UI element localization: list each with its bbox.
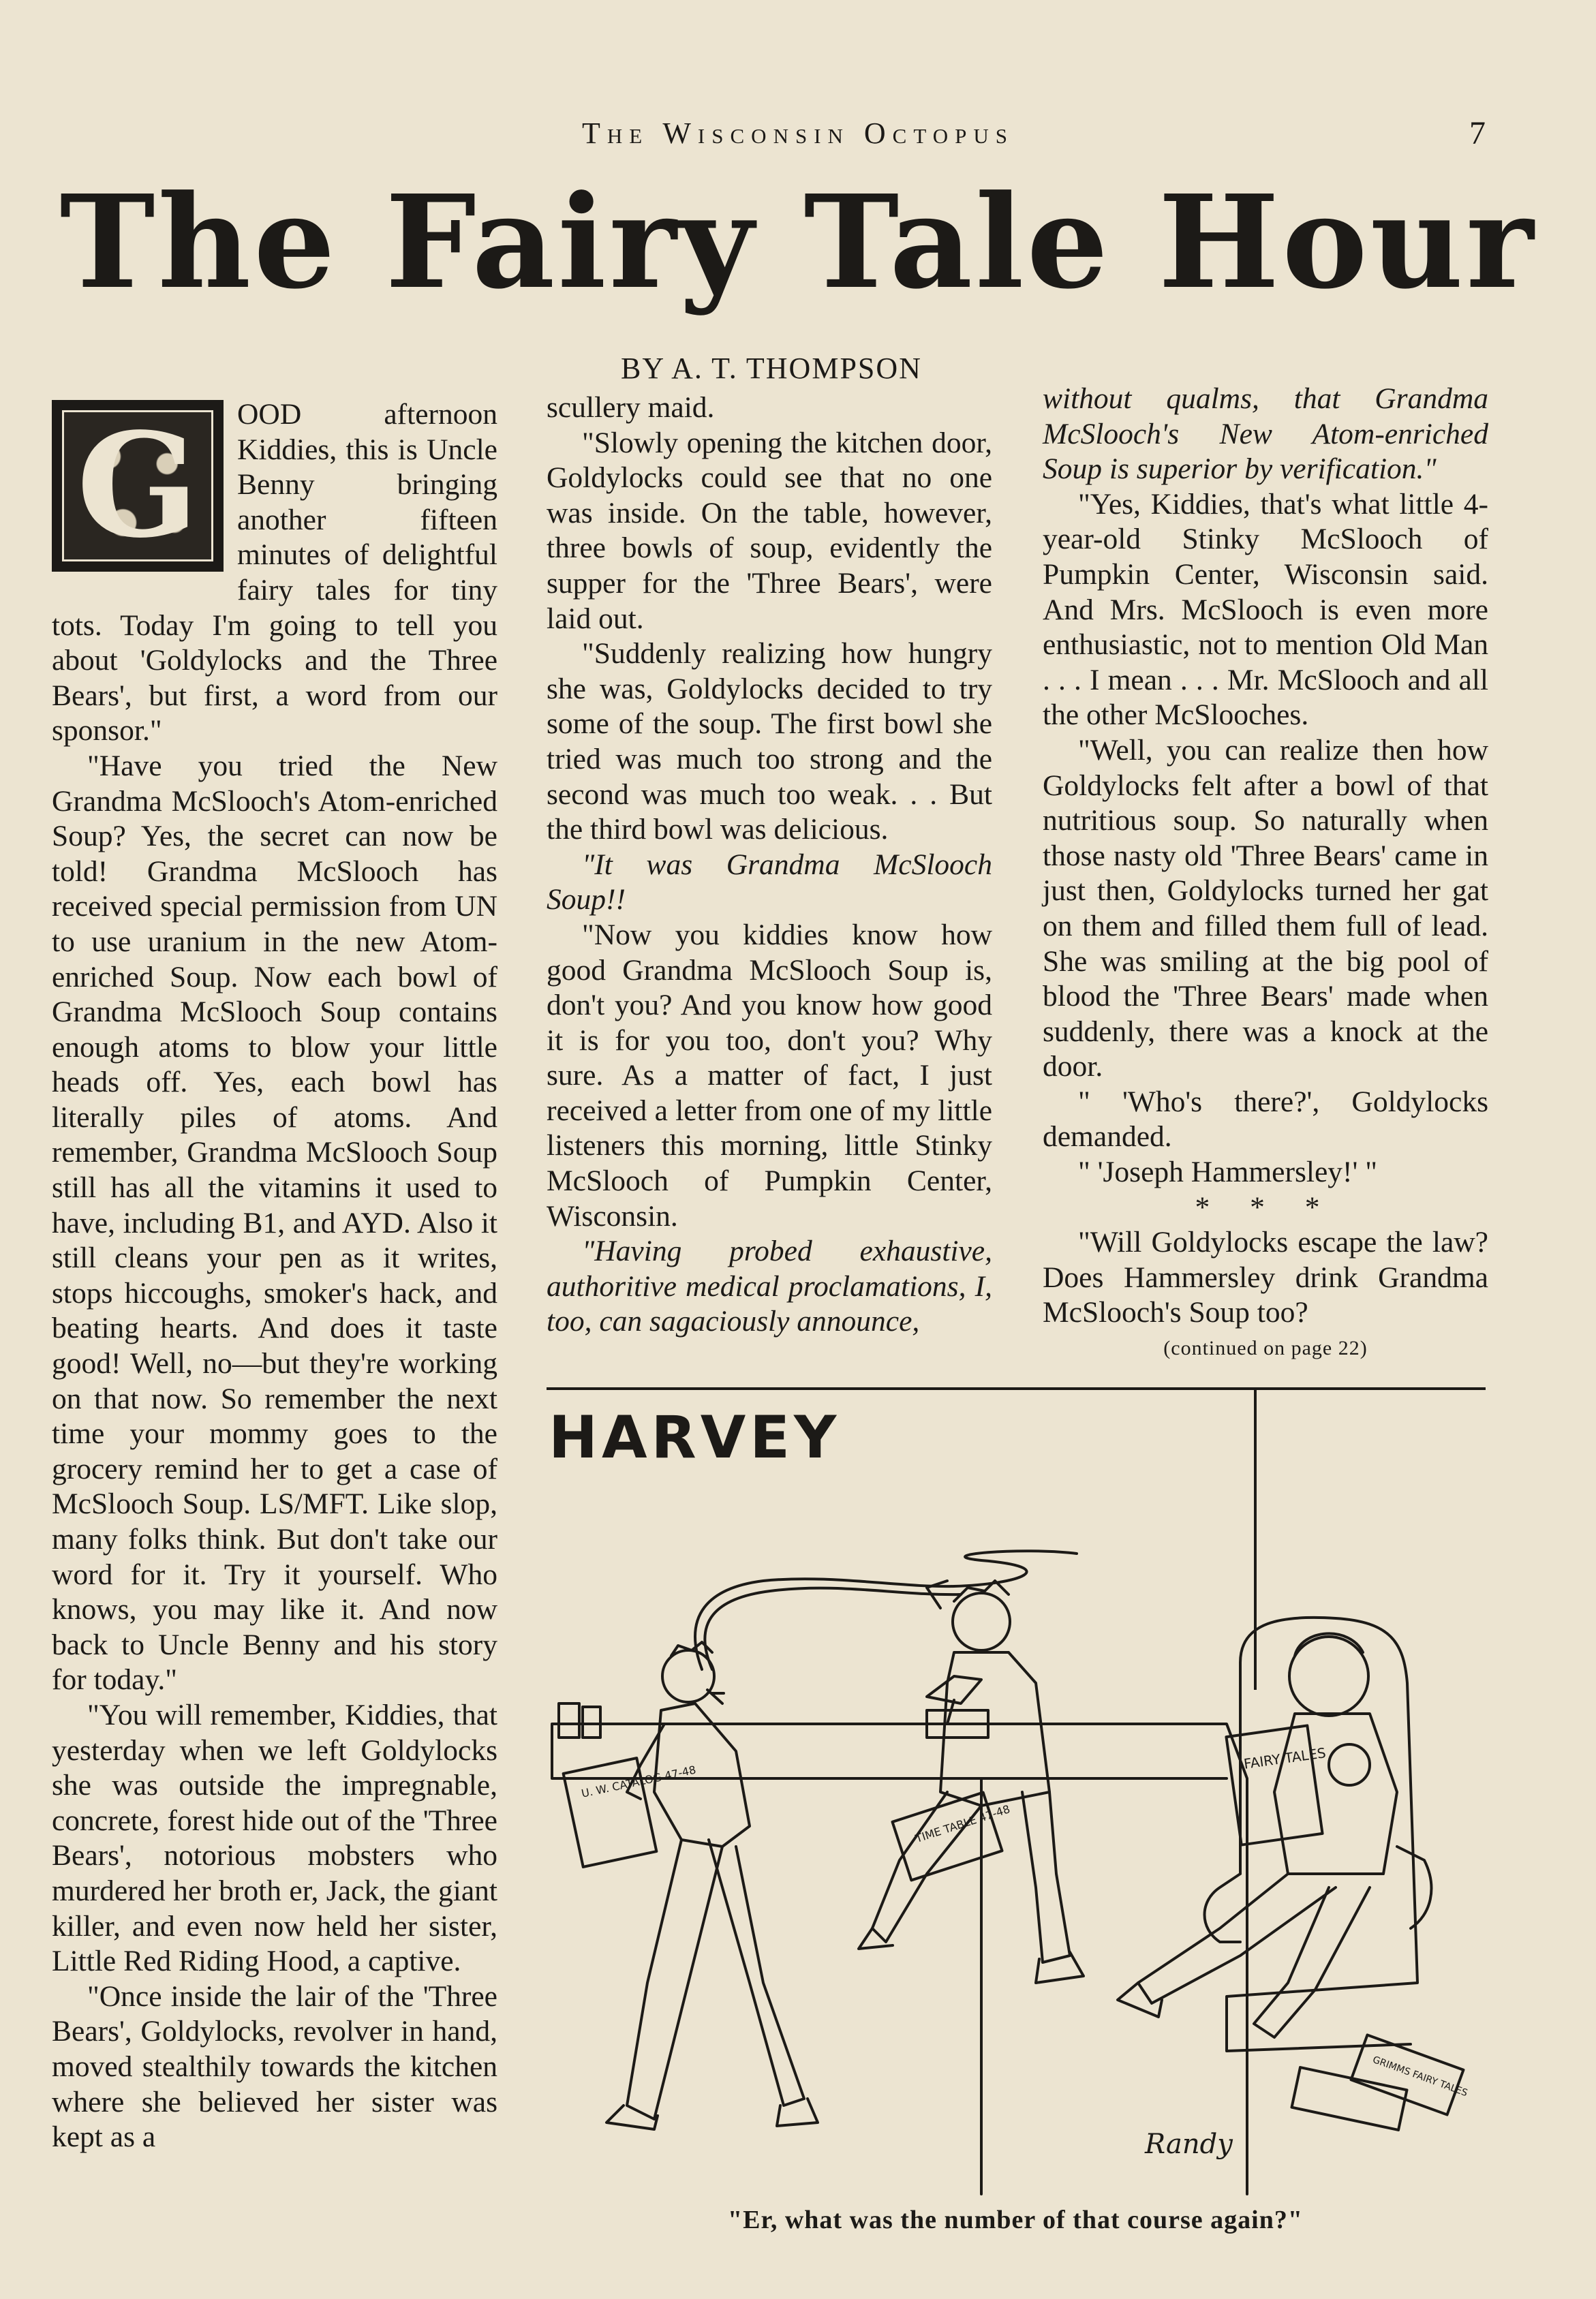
floor-book — [1292, 2067, 1407, 2130]
catalog-label: U. W. CATALOG 47-48 — [580, 1763, 697, 1800]
smoke-trail — [695, 1551, 1077, 1669]
column-1 — [52, 397, 497, 2155]
paragraph: "You will remember, Kiddies, that yesterday when we left Goldylocks she was outside the impregnable, concrete, forest hide out of the 'Three Bears', notorious mobsters who murdered her broth er, Jack, the giant killer, and even now held her sister, Little Red Riding Hood, a captive. — [52, 1698, 497, 1978]
dropcap-letter: G — [76, 401, 199, 570]
byline: BY A. T. THOMPSON — [621, 352, 922, 385]
paragraph: "Yes, Kiddies, that's what little 4-year-old Stinky McSlooch of Pumpkin Center, Wisconsin said. And Mrs. McSlooch is even more enthusiastic, not to mention Old Man . . . I mean . . . Mr. McSlooch and all the other McSlooches. — [1043, 487, 1488, 732]
seated-reader — [1118, 1633, 1397, 2037]
sitting-student — [859, 1581, 1084, 1983]
continued-note: (continued on page 22) — [1163, 1337, 1368, 1360]
paragraph-italic: without qualms, that Grandma McSlooch's New Atom-enriched Soup is superior by verification." — [1043, 382, 1488, 486]
paragraph-italic: "Having probed exhaustive, authoritive medical proclamations, I, too, can sagaciously announce, — [547, 1235, 992, 1338]
paragraph: "Once inside the lair of the 'Three Bears', Goldylocks, revolver in hand, moved stealthily towards the kitchen where she believed her sister was kept as a — [52, 1979, 497, 2154]
paragraph: "Have you tried the New Grandma McSlooch's Atom-enriched Soup? Yes, the secret can now be told! Grandma McSlooch has received special permission from UN to use uranium in the new Atom-enriched Soup. Now each bowl of Grandma McSlooch Soup contains enough atoms to blow your little heads off. Yes, each bowl has literally piles of atoms. And remember, Grandma McSlooch Soup still has all the vitamins it used to have, including B1, and AYD. Also it still cleans your pen as it writes, stops hiccoughs, smoker's hack, and beating hearts. And does it taste good! Well, no—but they're working on that now. So remember the next time your mommy goes to the grocery remind her to get a case of McSlooch Soup. LS/MFT. Like slop, many folks think. But don't take our word for it. Try it yourself. Who knows, you may like it. And now back to Uncle Benny and his story for today." — [52, 749, 497, 1697]
article-title: The Fairy Tale Hour — [59, 167, 1537, 318]
grimm-label: GRIMMS FAIRY TALES — [1370, 2054, 1469, 2099]
paragraph: scullery maid. — [547, 391, 715, 424]
artist-signature: Randy — [1145, 2129, 1233, 2160]
paragraph: " 'Joseph Hammersley!' " — [1078, 1156, 1377, 1189]
cartoon-illustration — [545, 1506, 1486, 2201]
fairy-tales-label: FAIRY TALES — [1242, 1744, 1327, 1772]
page-number: 7 — [1469, 115, 1486, 151]
cartoon-caption: "Er, what was the number of that course again?" — [728, 2206, 1303, 2234]
sweater-emblem — [1329, 1744, 1370, 1785]
standing-student — [607, 1642, 818, 2129]
cartoon-title: HARVEY — [549, 1404, 841, 1472]
column-2 — [547, 390, 992, 1340]
paragraph-italic: "It was Grandma McSlooch Soup!! — [547, 848, 992, 916]
paragraph: "Will Goldylocks escape the law? Does Hammersley drink Grandma McSlooch's Soup too? — [1043, 1226, 1488, 1329]
horizontal-rule — [547, 1387, 1486, 1390]
paragraph: OOD afternoon Kiddies, this is Uncle Benny bringing another fifteen minutes of delightful fairy tales for tiny tots. Today I'm going to tell you about 'Goldylocks and the Three Bears', but first, a word from our sponsor." — [52, 398, 497, 747]
timetable-label: TIME TABLE 47-48 — [914, 1802, 1012, 1845]
paragraph: "Well, you can realize then how Goldylocks felt after a bowl of that nutritious soup. So naturally when those nasty old 'Three Bears' came in just then, Goldylocks turned her gat on them and filled them full of lead. She was smiling at the big pool of blood the 'Three Bears' made when suddenly, there was a knock at the door. — [1043, 733, 1488, 1083]
column-3 — [1043, 382, 1488, 1366]
paragraph: "Suddenly realizing how hungry she was, Goldylocks decided to try some of the soup. The first bowl she tried was much too strong and the second was much too weak. . . But the third bowl was delicious. — [547, 637, 992, 846]
paragraph: " 'Who's there?', Goldylocks demanded. — [1043, 1085, 1488, 1154]
paragraph: "Slowly opening the kitchen door, Goldylocks could see that no one was inside. On the table, however, three bowls of soup, evidently the supper for the 'Three Bears', were laid out. — [547, 426, 992, 635]
running-head: The Wisconsin Octopus — [582, 117, 1014, 150]
paragraph: "Now you kiddies know how good Grandma McSlooch Soup is, don't you? And you know how good it is for you too, don't you? Why sure. As a matter of fact, I just received a letter from one of my little listeners this morning, little Stinky McSlooch of Pumpkin Center, Wisconsin. — [547, 918, 992, 1233]
ornamental-dropcap — [52, 400, 224, 572]
section-break: * * * — [1195, 1190, 1336, 1224]
bottle — [559, 1703, 579, 1738]
